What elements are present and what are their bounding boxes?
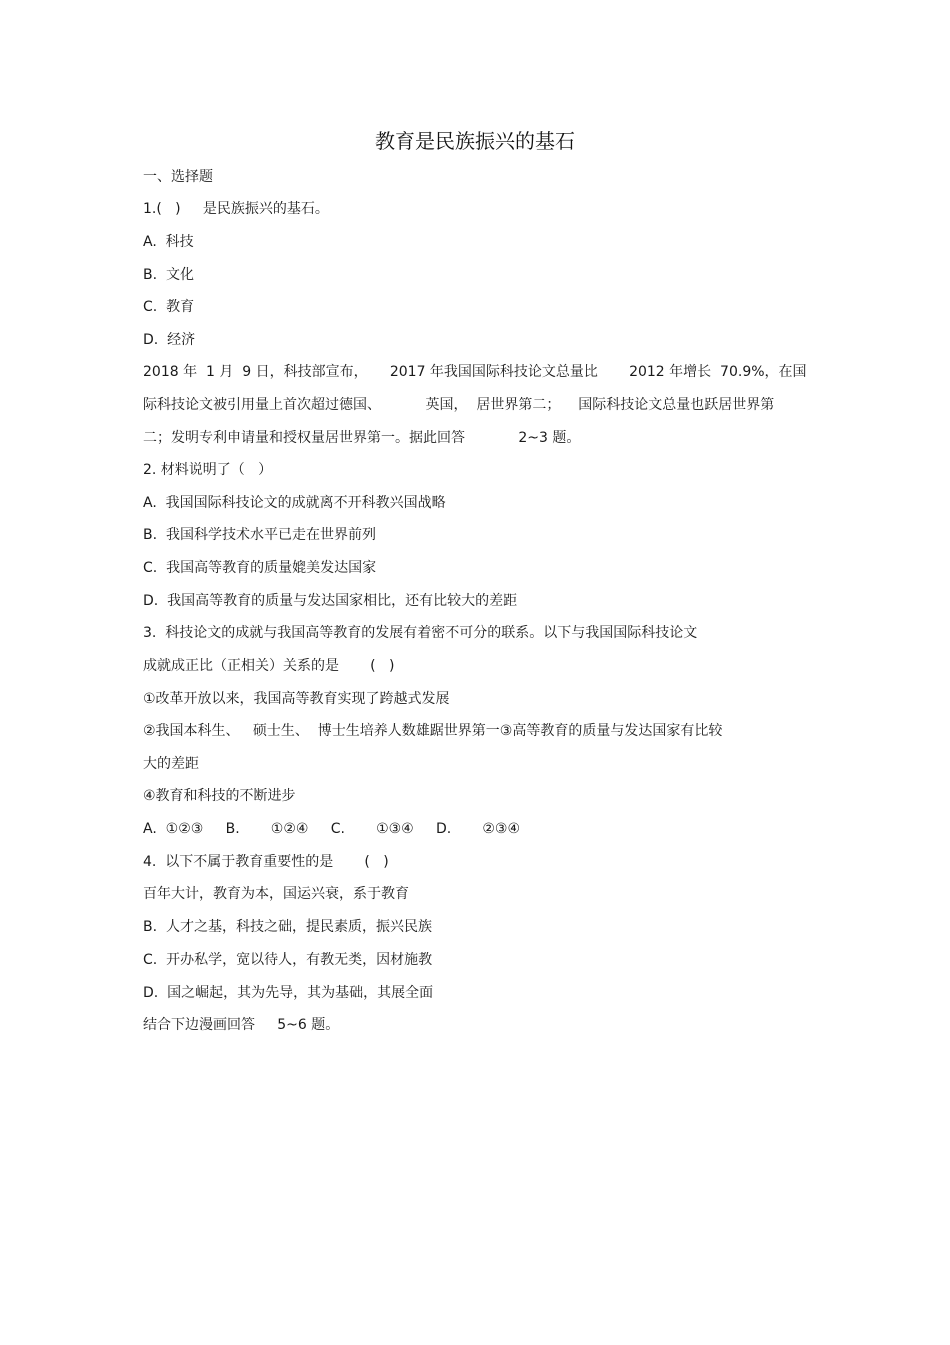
section-heading: 一、选择题 [143,169,213,185]
question-4-option-d: D. 国之崛起，其为先导，其为基础，其展全面 [143,985,434,1001]
question-4-stem: 4. 以下不属于教育重要性的是 ( ) [143,854,389,870]
material-text-line-2: 际科技论文被引用量上首次超过德国、 英国， 居世界第二； 国际科技论文总量也跃居世界第 [143,397,775,413]
question-4-option-c: C. 开办私学，宽以待人，有教无类，因材施教 [143,952,433,968]
question-3-item-3-cont: 大的差距 [143,756,199,772]
question-3-item-2-3: ②我国本科生、 硕士生、 博士生培养人数雄踞世界第一③高等教育的质量与发达国家有比较 [143,723,723,739]
page-title: 教育是民族振兴的基石 [375,129,575,153]
question-1-option-d: D. 经济 [143,332,196,348]
question-2-option-d: D. 我国高等教育的质量与发达国家相比，还有比较大的差距 [143,593,518,609]
question-4-option-b: B. 人才之基，科技之础，提民素质，振兴民族 [143,919,432,935]
question-3-item-1: ①改革开放以来，我国高等教育实现了跨越式发展 [143,691,450,707]
question-1-option-b: B. 文化 [143,267,194,283]
question-1-option-c: C. 教育 [143,299,195,315]
question-2-option-b: B. 我国科学技术水平已走在世界前列 [143,527,376,543]
question-1-stem: 1.( ) 是民族振兴的基石。 [143,201,329,217]
question-3-options: A. ①②③ B. ①②④ C. ①③④ D. ②③④ [143,821,521,837]
question-3-stem-line-2: 成就成正比（正相关）关系的是 ( ) [143,658,395,674]
material-text-line-1: 2018 年 1 月 9 日，科技部宣布， 2017 年我国国际科技论文总量比 2012 年增长 70.9%，在国 [143,364,807,380]
question-3-stem-line-1: 3. 科技论文的成就与我国高等教育的发展有着密不可分的联系。以下与我国国际科技论文 [143,625,698,641]
question-3-item-4: ④教育和科技的不断进步 [143,788,296,804]
question-4-option-a: 百年大计，教育为本，国运兴衰，系于教育 [143,886,409,902]
material-text-line-3: 二；发明专利申请量和授权量居世界第一。据此回答 2~3 题。 [143,430,581,446]
question-2-option-a: A. 我国国际科技论文的成就离不开科教兴国战略 [143,495,446,511]
question-1-option-a: A. 科技 [143,234,194,250]
question-2-stem: 2. 材料说明了（ ） [143,462,273,478]
question-2-option-c: C. 我国高等教育的质量媲美发达国家 [143,560,377,576]
comic-instruction: 结合下边漫画回答 5~6 题。 [143,1017,340,1033]
